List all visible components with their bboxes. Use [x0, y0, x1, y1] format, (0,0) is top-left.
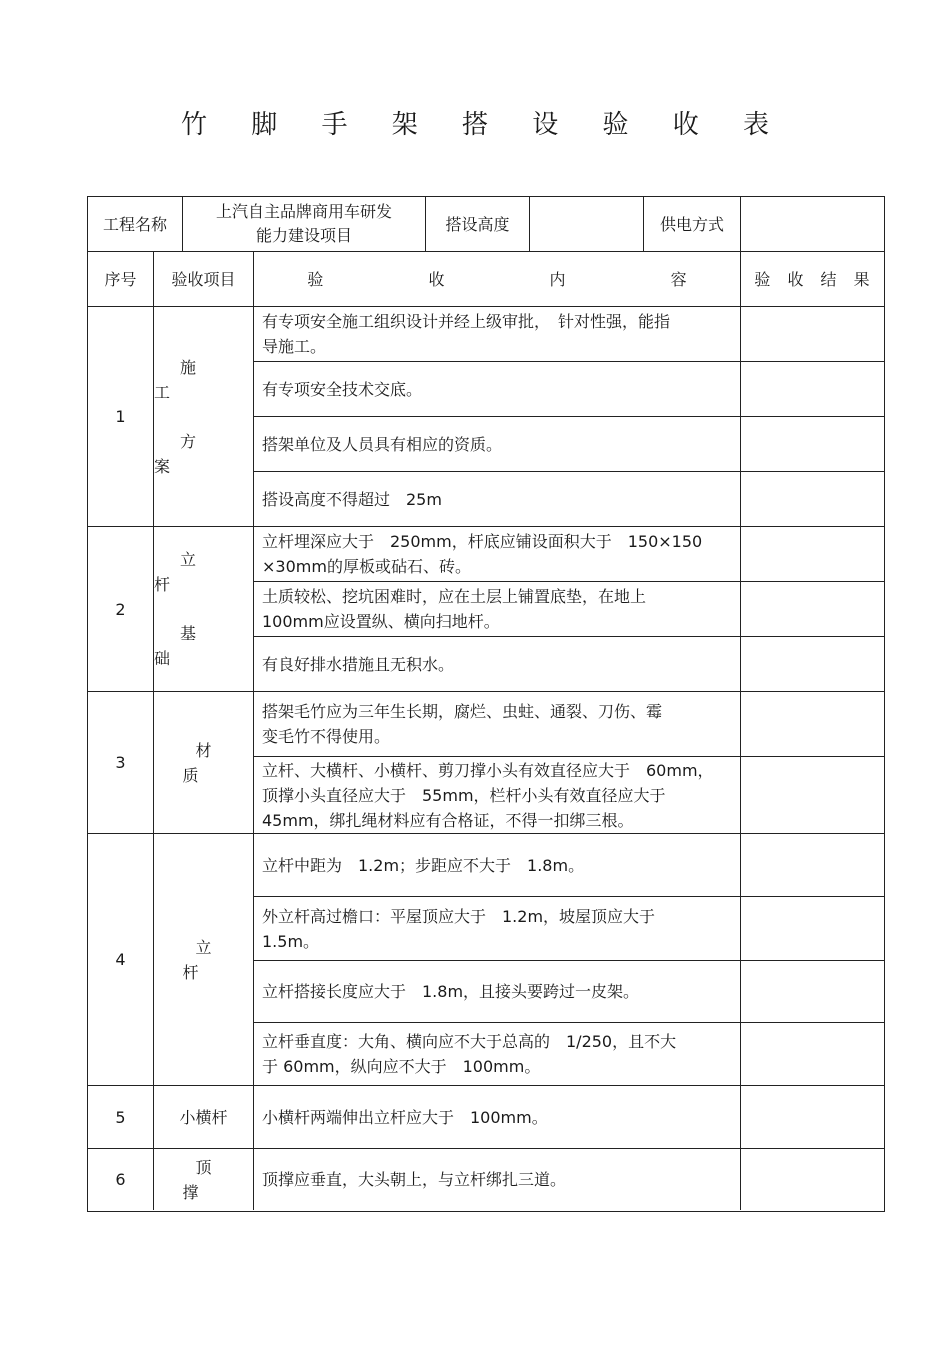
- check-item-line: 100mm应设置纵、横向扫地杆。: [262, 612, 500, 631]
- check-item: [254, 897, 740, 960]
- group-seq: 1: [115, 407, 126, 426]
- check-item: [254, 527, 740, 581]
- check-item-line: 1.5m。: [262, 931, 320, 951]
- group-seq: 3: [115, 753, 126, 772]
- header-item: 验收项目: [171, 269, 236, 289]
- check-item: 有良好排水措施且无积水。: [262, 654, 455, 674]
- check-item-line: 土质较松、挖坑困难时，应在土层上铺置底垫，在地上: [262, 587, 647, 606]
- group-seq: 2: [115, 599, 126, 619]
- check-item: 立杆中距为 1.2m；步距应不大于 1.8m。: [262, 855, 585, 875]
- check-item: 立杆搭接长度应大于 1.8m，且接头要跨过一皮架。: [262, 982, 640, 1001]
- project-name-line: 能力建设项目: [255, 226, 352, 245]
- check-item-line: 立杆垂直度：大角、横向应不大于总高的 1/250，且不大: [262, 1032, 677, 1051]
- result-cell[interactable]: [741, 692, 883, 756]
- check-item-line: 导施工。: [262, 337, 327, 356]
- group-item: [154, 527, 253, 691]
- check-item: 小横杆两端伸出立杆应大于 100mm。: [262, 1107, 548, 1127]
- group-item-line: 立杆: [154, 550, 223, 594]
- group-seq: 5: [115, 1107, 126, 1127]
- check-item: [254, 582, 740, 636]
- result-cell[interactable]: [741, 1023, 883, 1085]
- result-cell[interactable]: [741, 637, 883, 691]
- check-item-line: 于 60mm，纵向应不大于 100mm。: [262, 1057, 541, 1076]
- check-item: [254, 1023, 740, 1085]
- check-item: 顶撑应垂直，大头朝上，与立杆绑扎三道。: [262, 1170, 567, 1189]
- group-seq: 4: [115, 950, 126, 969]
- check-item-line: 立杆埋深应大于 250mm，杆底应铺设面积大于 150×150: [262, 532, 703, 551]
- group-item-line: 方案: [154, 431, 223, 476]
- result-cell[interactable]: [741, 757, 883, 833]
- check-item: [254, 757, 740, 833]
- project-name-line: 上汽自主品牌商用车研发: [215, 202, 392, 221]
- header-seq: 序号: [104, 269, 137, 289]
- project-name-value: [183, 197, 425, 251]
- group-item: 材质: [182, 740, 238, 785]
- result-cell[interactable]: [741, 834, 883, 896]
- check-item: 搭设高度不得超过 25m: [262, 489, 442, 509]
- check-item-line: 外立杆高过檐口：平屋顶应大于 1.2m，坡屋顶应大于: [262, 906, 656, 926]
- power-label: 供电方式: [659, 214, 724, 234]
- header-content: 验 收 内 容: [307, 269, 737, 289]
- group-item: 立杆: [182, 937, 238, 982]
- group-item: 顶撑: [182, 1157, 238, 1202]
- check-item-line: 顶撑小头直径应大于 55mm，栏杆小头有效直径应大于: [262, 785, 666, 805]
- check-item: [254, 307, 740, 361]
- power-value: [741, 197, 883, 251]
- result-cell[interactable]: [741, 362, 883, 416]
- check-item-line: 45mm，绑扎绳材料应有合格证，不得一扣绑三根。: [262, 810, 634, 830]
- height-label: 搭设高度: [445, 214, 510, 234]
- check-item-line: 变毛竹不得使用。: [262, 727, 391, 746]
- check-item-line: 有专项安全施工组织设计并经上级审批， 针对性强，能指: [262, 312, 671, 331]
- result-cell[interactable]: [741, 1086, 883, 1148]
- check-item-line: 立杆、大横杆、小横杆、剪刀撑小头有效直径应大于 60mm，: [262, 760, 714, 780]
- result-cell[interactable]: [741, 307, 883, 361]
- group-seq: 6: [115, 1170, 126, 1189]
- result-cell[interactable]: [741, 897, 883, 960]
- check-item: [254, 692, 740, 756]
- result-cell[interactable]: [741, 1149, 883, 1210]
- height-value: [530, 197, 643, 251]
- project-name-label: 工程名称: [102, 214, 167, 234]
- result-cell[interactable]: [741, 472, 883, 526]
- group-item: 小横杆: [179, 1107, 228, 1127]
- result-cell[interactable]: [741, 961, 883, 1022]
- page-title: 竹 脚 手 架 搭 设 验 收 表: [180, 110, 788, 140]
- header-result: 验 收 结 果: [754, 269, 876, 289]
- group-item-line: 基础: [154, 624, 223, 668]
- result-cell[interactable]: [741, 417, 883, 471]
- result-cell[interactable]: [741, 527, 883, 581]
- check-item-line: 搭架毛竹应为三年生长期，腐烂、虫蛀、通裂、刀伤、霉: [262, 702, 663, 721]
- group-item: [154, 307, 253, 526]
- check-item-line: ×30mm的厚板或砧石、砖。: [262, 557, 471, 576]
- group-item-line: 施工: [154, 357, 223, 402]
- result-cell[interactable]: [741, 582, 883, 636]
- check-item: 搭架单位及人员具有相应的资质。: [262, 434, 503, 454]
- check-item: 有专项安全技术交底。: [262, 379, 423, 399]
